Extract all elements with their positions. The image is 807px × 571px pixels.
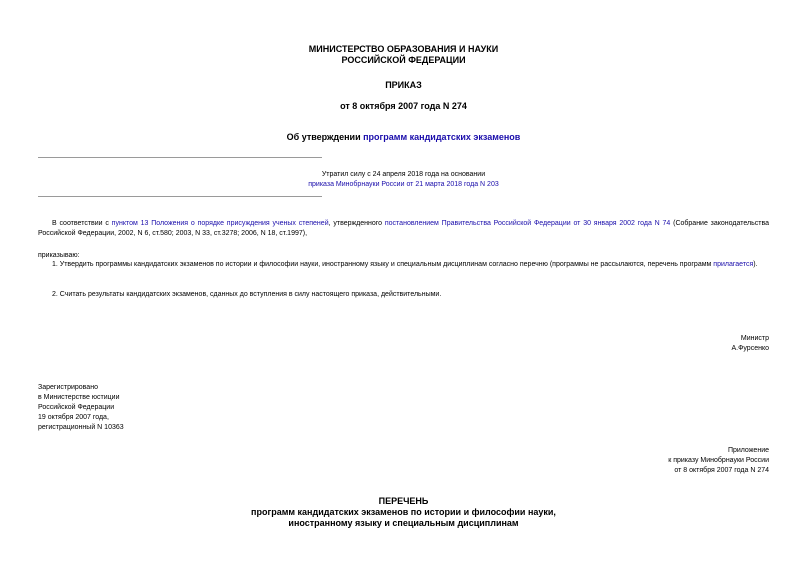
registration-line-5: регистрационный N 10363 <box>38 424 124 431</box>
status-note <box>0 170 807 190</box>
doc-type: ПРИКАЗ <box>385 80 422 90</box>
page-title <box>0 132 807 143</box>
registration-line-4: 19 октября 2007 года, <box>38 414 109 421</box>
divider-top <box>38 157 322 158</box>
registration-block <box>38 383 124 433</box>
preamble-text-c: (Собрание законодательства Российской Федерации, 2002, N 6, ст.580; 2003, N 33, ст.3278; 2006, N 18, ст.1997), <box>38 220 769 237</box>
list-title: ПЕРЕЧЕНЬ <box>378 496 429 506</box>
title-link[interactable]: программ кандидатских экзаменов <box>363 132 521 142</box>
preamble-text-a: В соответствии с <box>52 220 112 227</box>
signature-block <box>731 334 769 354</box>
preamble-link-1[interactable]: пунктом 13 Положения о порядке присуждения ученых степеней <box>111 220 329 227</box>
list-header <box>0 496 807 529</box>
doc-date: от 8 октября 2007 года N 274 <box>340 101 467 111</box>
appendix-line-3: от 8 октября 2007 года N 274 <box>674 467 769 474</box>
registration-line-3: Российской Федерации <box>38 404 115 411</box>
item1-text-a: 1. Утвердить программы кандидатских экзаменов по истории и философии науки, иностранному языку и специальным дисциплинам согласно перечню (программы не рассылаются, перечень программ <box>52 261 714 268</box>
preamble-link-2[interactable]: постановлением Правительства Российской Федерации от 30 января 2002 года N 74 <box>384 220 671 227</box>
preamble-text-b: , утвержденного <box>328 220 385 227</box>
item1-text-b: ). <box>753 261 758 268</box>
status-link[interactable]: приказа Минобрнауки России от 21 марта 2018 года N 203 <box>308 181 499 188</box>
order-item-1 <box>38 260 769 270</box>
registration-line-2: в Министерстве юстиции <box>38 394 120 401</box>
appendix-line-1: Приложение <box>727 447 769 454</box>
order-item-2: 2. Считать результаты кандидатских экзаменов, сданных до вступления в силу настоящего приказа, действительными. <box>52 291 442 298</box>
title-prefix: Об утверждении <box>286 132 364 142</box>
order-word: приказываю: <box>38 252 80 259</box>
list-subtitle-2: иностранному языку и специальным дисциплинам <box>288 518 519 528</box>
ministry-header <box>0 44 807 66</box>
ministry-line-1: МИНИСТЕРСТВО ОБРАЗОВАНИЯ И НАУКИ <box>308 44 499 54</box>
appendix-block <box>668 446 769 476</box>
preamble-paragraph <box>38 219 769 239</box>
registration-line-1: Зарегистрировано <box>38 384 98 391</box>
signature-name: А.Фурсенко <box>731 345 769 352</box>
divider-bottom <box>38 196 322 197</box>
appendix-line-2: к приказу Минобрнауки России <box>668 457 769 464</box>
list-subtitle-1: программ кандидатских экзаменов по истории и философии науки, <box>251 507 556 517</box>
item1-link[interactable]: прилагается <box>713 261 754 268</box>
signature-position: Министр <box>740 335 769 342</box>
status-line: Утратил силу с 24 апреля 2018 года на основании <box>321 171 486 178</box>
ministry-line-2: РОССИЙСКОЙ ФЕДЕРАЦИИ <box>341 55 466 65</box>
